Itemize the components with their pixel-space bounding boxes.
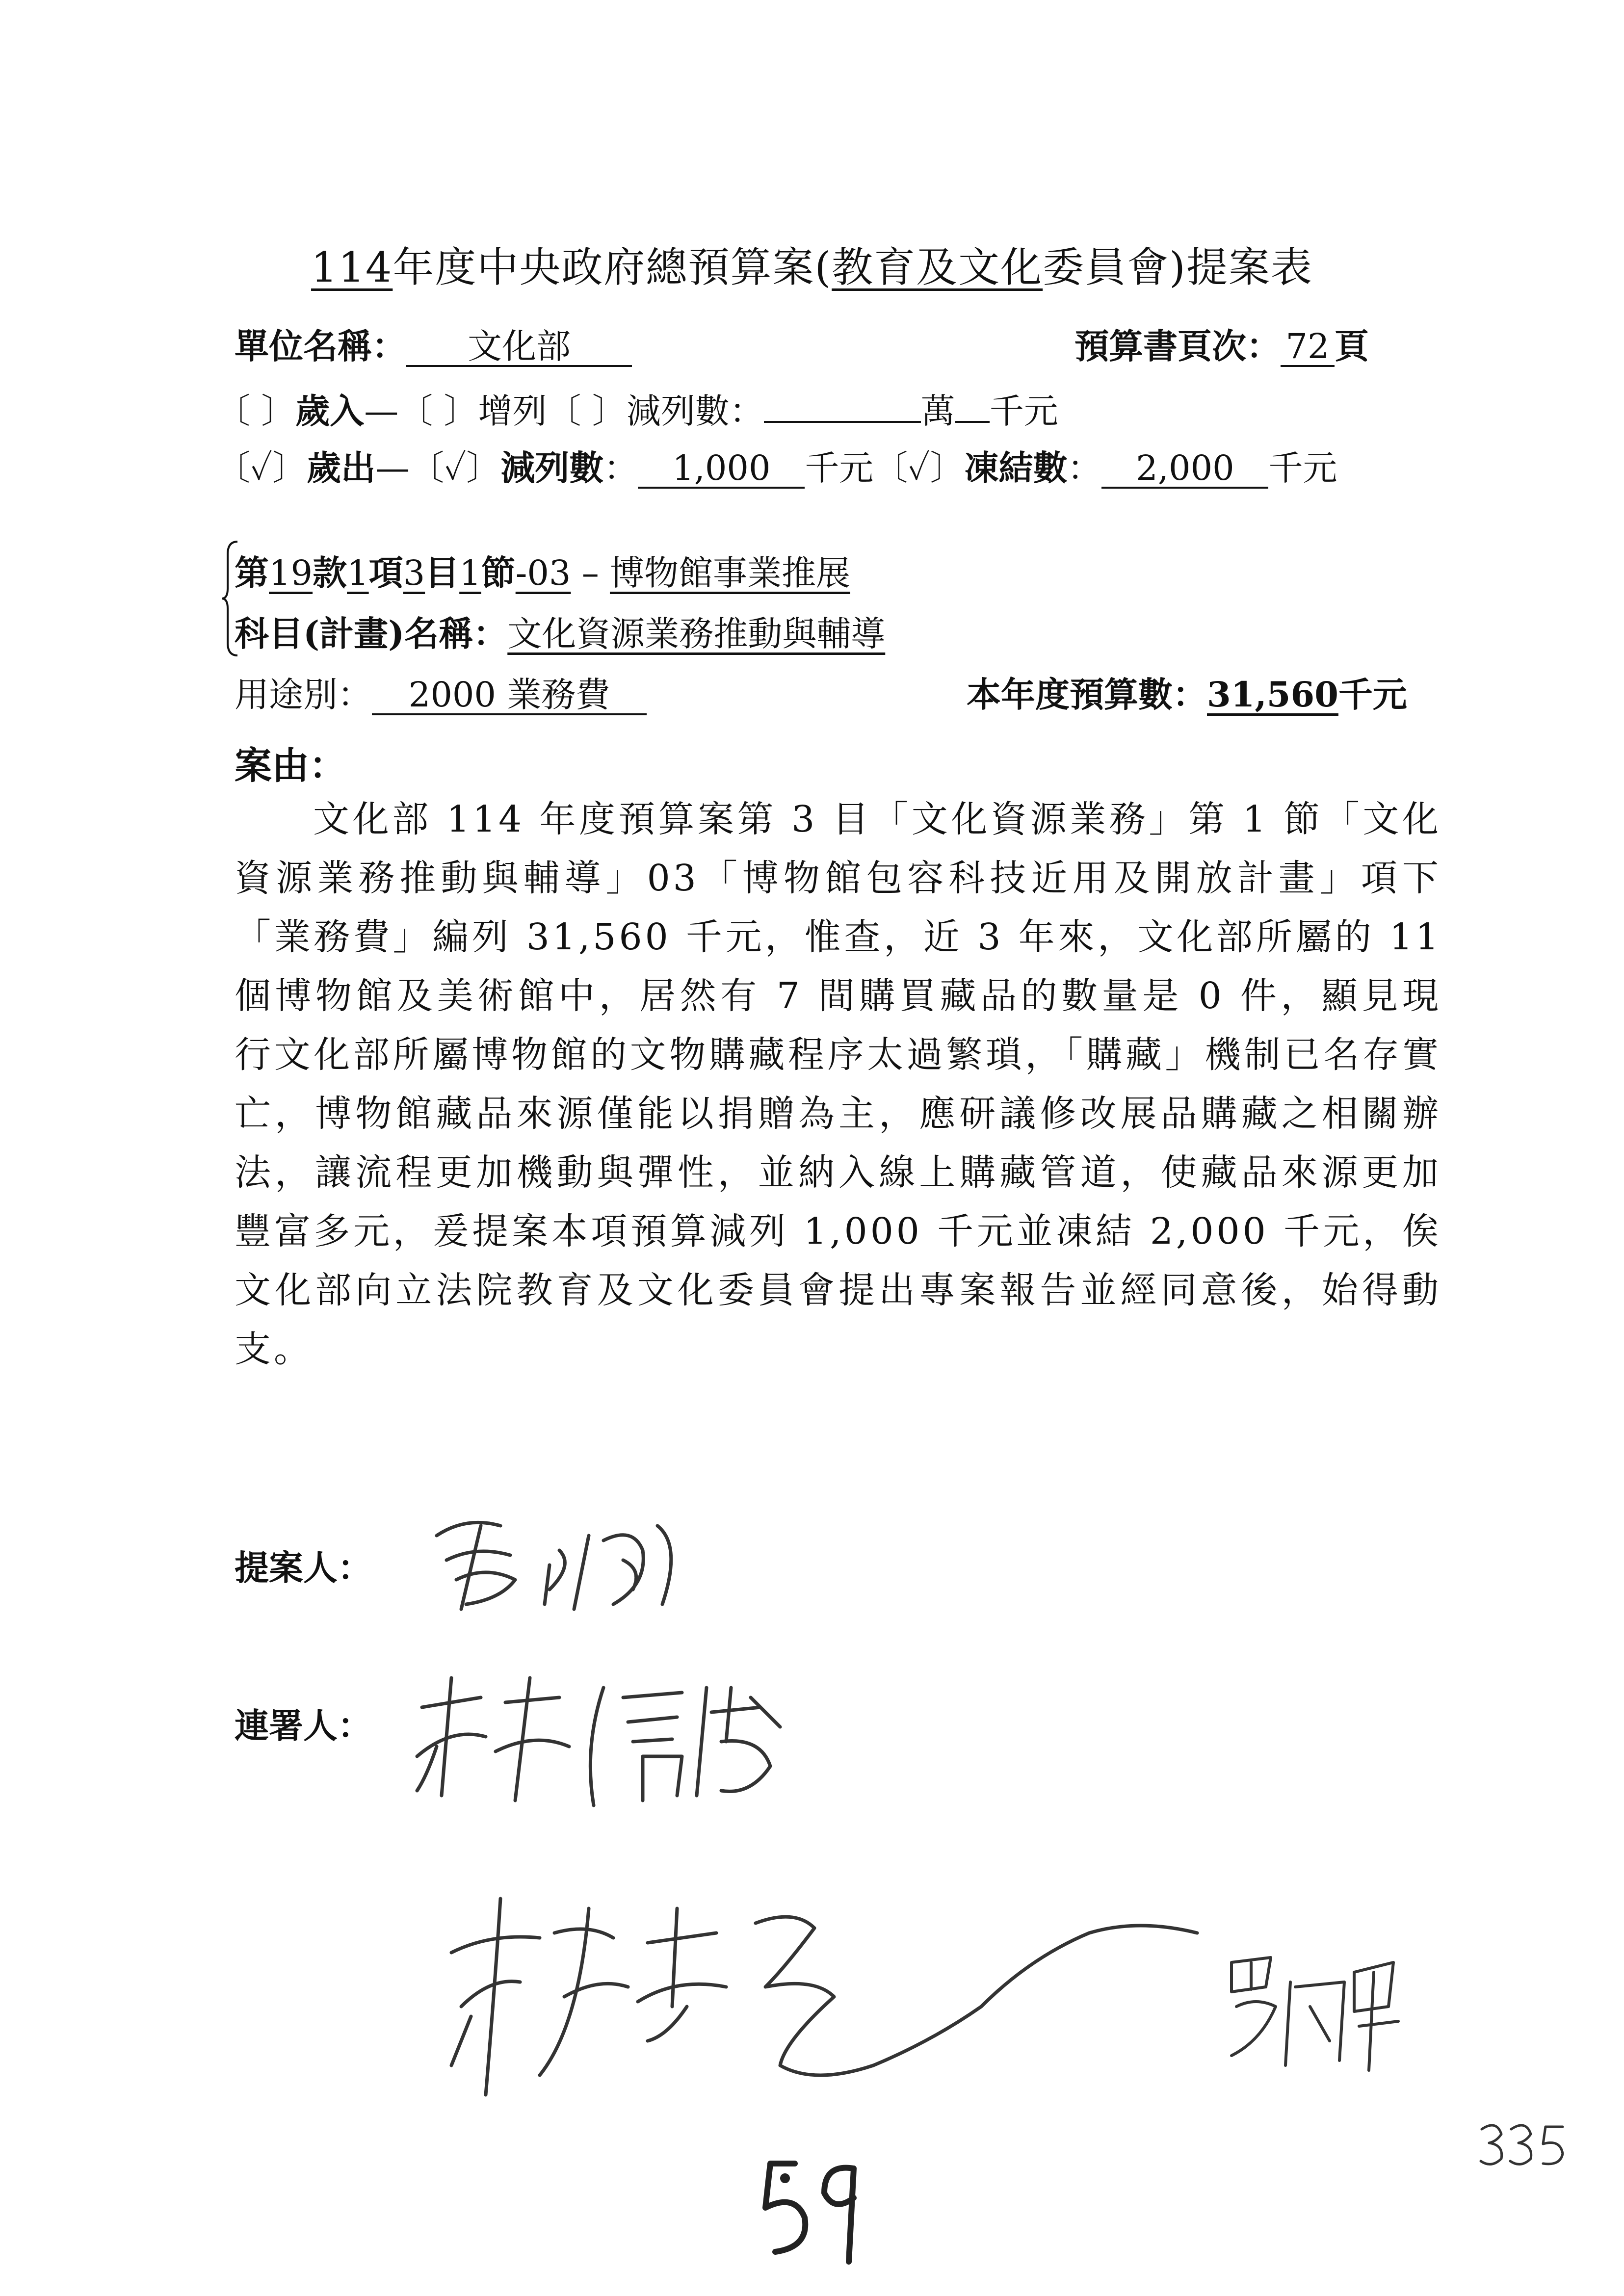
- budget-label: 本年度預算數：: [967, 674, 1207, 715]
- handwritten-page-number: [756, 2149, 873, 2267]
- subject-label: 科目(計畫)名稱：: [235, 613, 508, 654]
- subject-value: 文化資源業務推動與輔導: [507, 614, 886, 654]
- proposer-signature-strokes: [427, 1506, 702, 1619]
- budget-value: 31,560: [1207, 674, 1338, 715]
- item-sub: -03: [515, 553, 571, 593]
- revenue-checkbox: 〔 〕: [216, 391, 296, 431]
- item-jie: 節: [481, 552, 516, 593]
- expenditure-row: [216, 441, 1337, 490]
- usage-label: 用途別：: [235, 675, 372, 715]
- revenue-decrease-checkbox: 〔 〕: [547, 391, 627, 431]
- item-xiang-number: 1: [347, 553, 369, 593]
- form-title: [0, 235, 1624, 294]
- expenditure-decrease-colon: ：: [603, 448, 638, 488]
- item-kuan: 款: [313, 552, 347, 593]
- revenue-amount-blank: [764, 421, 921, 423]
- cosigner-signature-2-strokes: [442, 1879, 1207, 2114]
- item-row: [235, 546, 850, 595]
- title-middle: 年度中央政府總預算案(: [393, 243, 832, 291]
- expenditure-decrease-label: 減列數: [500, 447, 604, 488]
- revenue-dash: —: [364, 391, 399, 431]
- title-committee: 教育及文化: [832, 243, 1043, 291]
- expenditure-unit-1: 千元: [805, 448, 874, 488]
- proposer-signature: [427, 1506, 702, 1619]
- expenditure-freeze-colon: ：: [1067, 448, 1102, 488]
- reason-text: 文化部 114 年度預算案第 3 目「文化資源業務」第 1 節「文化資源業務推動與輔導」03「博物館包容科技近用及開放計畫」項下「業務費」編列 31,560 千元，惟查，近 3 年來，文化部所屬的 11 個博物館及美術館中，居然有 7 間購買藏品的數量是 0 件，顯見現行文化部所屬博物館的文物購藏程序太過繁瑣，「購藏」機制已名存實亡，博物館藏品來源僅能以捐贈為主，應研議修改展品購藏之相關辦法，讓流程更加機動與彈性，並納入線上購藏管道，使藏品來源更加豐富多元，爰提案本項預算減列 1,000 千元並凍結 2,000 千元，俟文化部向立法院教育及文化委員會提出專案報告並經同意後，始得動支。: [235, 798, 1441, 1370]
- usage-row: [235, 667, 647, 717]
- revenue-row: [216, 384, 1058, 433]
- item-jie-number: 1: [459, 553, 481, 593]
- expenditure-freeze-checkbox: 〔✓〕: [873, 448, 965, 488]
- revenue-increase-label: 增列: [478, 391, 547, 431]
- proposer-label: 提案人：: [235, 1547, 372, 1588]
- expenditure-checkbox: 〔✓〕: [216, 448, 307, 488]
- revenue-increase-checkbox: 〔 〕: [398, 391, 478, 431]
- title-end: 委員會)提案表: [1043, 243, 1313, 291]
- budget-row: [967, 667, 1407, 717]
- revenue-amount-blank-2: [955, 421, 990, 423]
- unit-value: 文化部: [406, 329, 632, 367]
- reason-label: 案由：: [235, 744, 346, 787]
- cosigner-signature-2: [442, 1879, 1207, 2114]
- cosigner-signature-1-strokes: [407, 1668, 810, 1815]
- handwritten-page-number-strokes: [756, 2149, 873, 2267]
- expenditure-dash: —: [375, 448, 410, 488]
- handwritten-corner-number: [1477, 2114, 1570, 2173]
- item-mu: 目: [425, 552, 460, 593]
- handwritten-corner-number-strokes: [1477, 2114, 1570, 2173]
- page-ref-value: 72: [1281, 329, 1335, 367]
- page-ref-suffix: 頁: [1335, 326, 1369, 366]
- expenditure-decrease-checkbox: 〔✓〕: [410, 448, 501, 488]
- cosigner-label: 連署人：: [235, 1705, 372, 1746]
- revenue-unit-qian: 千元: [989, 391, 1058, 431]
- subject-row: [235, 606, 885, 656]
- revenue-unit-wan: 萬: [920, 391, 955, 431]
- expenditure-label: 歲出: [307, 447, 376, 488]
- item-xiang: 項: [368, 552, 403, 593]
- reason-body: [235, 790, 1441, 1379]
- item-di: 第: [235, 552, 269, 593]
- budget-unit: 千元: [1338, 674, 1407, 715]
- expenditure-freeze-value: 2,000: [1101, 450, 1268, 489]
- revenue-label: 歲入: [295, 391, 365, 431]
- cosigner-signature-1: [407, 1668, 810, 1815]
- cosigner-signature-3: [1222, 1943, 1408, 2080]
- expenditure-decrease-value: 1,000: [638, 450, 805, 489]
- expenditure-unit-2: 千元: [1268, 448, 1337, 488]
- page-ref-label: 預算書頁次：: [1074, 326, 1281, 366]
- item-kuan-number: 19: [269, 553, 313, 593]
- item-separator: –: [571, 553, 610, 593]
- cosigner-signature-3-strokes: [1222, 1943, 1408, 2080]
- usage-value: 2000 業務費: [372, 677, 647, 715]
- item-mu-number: 3: [403, 553, 425, 593]
- page-ref-row: [1074, 319, 1369, 368]
- unit-row: [235, 319, 632, 368]
- revenue-decrease-label: 減列數：: [626, 391, 764, 431]
- expenditure-freeze-label: 凍結數: [964, 447, 1068, 488]
- item-name: 博物館事業推展: [609, 553, 850, 593]
- title-year: 114: [311, 243, 393, 291]
- unit-label: 單位名稱：: [235, 326, 406, 366]
